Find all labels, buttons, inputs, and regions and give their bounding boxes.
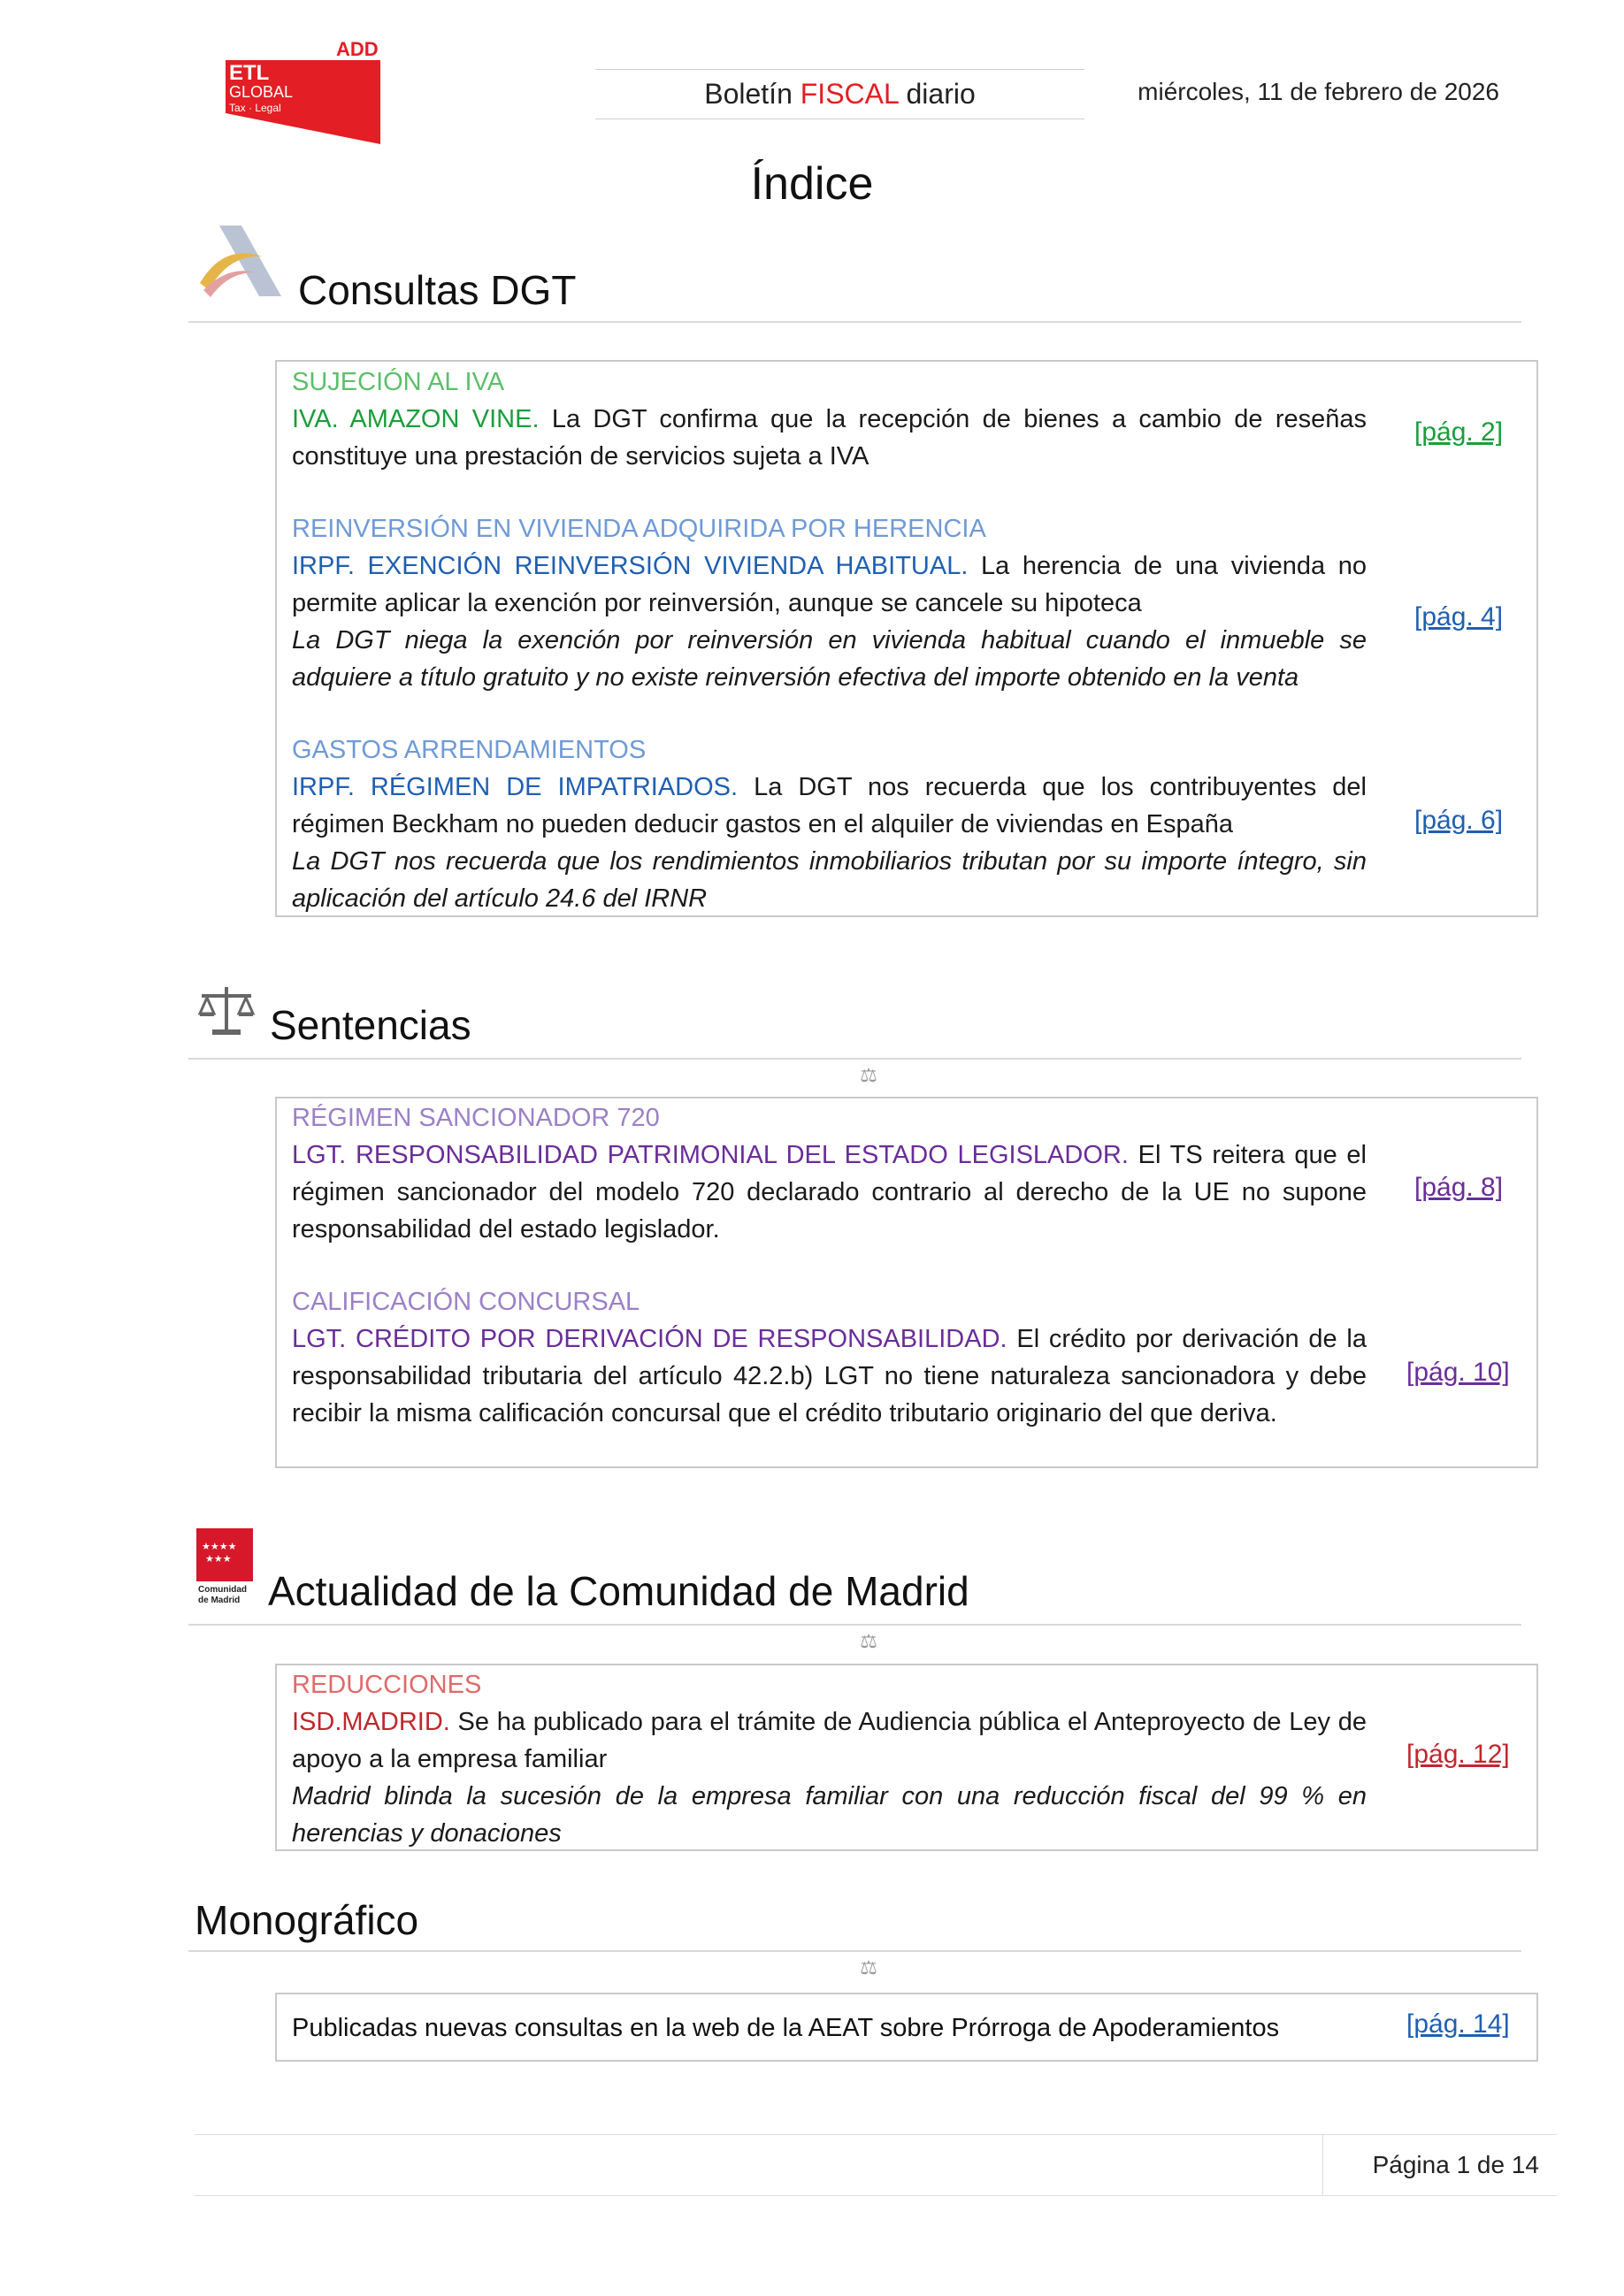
entry-italic-summary: Madrid blinda la sucesión de la empresa familiar con una reducción fiscal del 99 % en herencias y donaciones: [292, 1782, 1367, 1848]
entry-italic-summary: La DGT nos recuerda que los rendimientos inmobiliarios tributan por su importe íntegro, sin aplicación del artículo 24.6 del IRNR: [292, 847, 1367, 913]
bulletin-title: [595, 69, 1084, 119]
page-link-10[interactable]: [pág. 10]: [1406, 1358, 1510, 1387]
svg-text:★★★★: ★★★★: [202, 1541, 237, 1552]
section-rule: [188, 1950, 1521, 1952]
section-title-dgt: Consultas DGT: [298, 267, 577, 313]
page-link-8[interactable]: [pág. 8]: [1414, 1173, 1504, 1202]
page-number: Página 1 de 14: [1372, 2151, 1539, 2178]
page-link-6[interactable]: [pág. 6]: [1414, 806, 1504, 835]
entry-headline: IRPF. RÉGIMEN DE IMPATRIADOS.: [292, 773, 739, 801]
entry-headline: IVA. AMAZON VINE.: [292, 405, 540, 433]
bulletin-fiscal: FISCAL: [800, 78, 899, 110]
entry-text: El TS reitera que el régimen sancionador del modelo 720 declarado contrario al derecho de la UE no supone responsabilidad del estado legislador.: [292, 1141, 1367, 1244]
small-scales-icon: ⚖: [860, 1630, 877, 1652]
section-rule: [188, 321, 1521, 323]
monografico-entry-1: [292, 2009, 1367, 2047]
page-link-14[interactable]: [pág. 14]: [1406, 2009, 1510, 2039]
bulletin-suffix: diario: [898, 78, 976, 110]
bulletin-date: miércoles, 11 de febrero de 2026: [1138, 78, 1499, 105]
etl-global-logo: [217, 34, 385, 144]
page-link-12[interactable]: [pág. 12]: [1406, 1740, 1510, 1769]
svg-text:★★★: ★★★: [205, 1553, 232, 1565]
entry-headline: LGT. CRÉDITO POR DERIVACIÓN DE RESPONSABILIDAD.: [292, 1325, 1007, 1353]
logo-etl-text: ETL: [229, 61, 270, 85]
svg-text:de Madrid: de Madrid: [198, 1596, 241, 1605]
entry-text: Publicadas nuevas consultas en la web de la AEAT sobre Prórroga de Apoderamientos: [292, 2014, 1280, 2042]
entry-headline: ISD.MADRID.: [292, 1708, 450, 1736]
footer-divider: [1322, 2135, 1323, 2195]
sentencias-entry-1: [292, 1099, 1367, 1248]
entry-category: CALIFICACIÓN CONCURSAL: [292, 1288, 640, 1316]
madrid-entry-1: [292, 1666, 1367, 1852]
bulletin-prefix: Boletín: [704, 78, 801, 110]
dgt-entry-1: [292, 364, 1367, 475]
page-link-2[interactable]: [pág. 2]: [1414, 417, 1504, 447]
dgt-entry-2: [292, 510, 1367, 696]
sentencias-entry-2: [292, 1283, 1367, 1432]
dgt-entry-3: [292, 731, 1367, 917]
aeat-logo-icon: [193, 221, 286, 301]
section-title-sentencias: Sentencias: [270, 1002, 471, 1048]
entry-italic-summary: La DGT niega la exención por reinversión en vivienda habitual cuando el inmueble se adquiere a título gratuito y no existe reinversión efectiva del importe obtenido en la venta: [292, 626, 1367, 692]
entry-text: La DGT nos recuerda que los contribuyentes del régimen Beckham no pueden deducir gastos en el alquiler de viviendas en España: [292, 773, 1367, 838]
entry-category: SUJECIÓN AL IVA: [292, 368, 505, 396]
section-title-monografico: Monográfico: [195, 1897, 419, 1943]
entry-headline: IRPF. EXENCIÓN REINVERSIÓN VIVIENDA HABITUAL.: [292, 552, 969, 580]
entry-text: La DGT confirma que la recepción de bienes a cambio de reseñas constituye una prestación de servicios sujeta a IVA: [292, 405, 1367, 471]
section-title-madrid: Actualidad de la Comunidad de Madrid: [268, 1568, 969, 1614]
index-title: Índice: [750, 158, 874, 210]
entry-text: La herencia de una vivienda no permite aplicar la exención por reinversión, aunque se cancele su hipoteca: [292, 552, 1367, 617]
logo-global-text: GLOBAL: [229, 83, 294, 101]
page-footer: [195, 2134, 1557, 2196]
entry-headline: LGT. RESPONSABILIDAD PATRIMONIAL DEL ESTADO LEGISLADOR.: [292, 1141, 1129, 1169]
entry-category: GASTOS ARRENDAMIENTOS: [292, 736, 647, 764]
entry-category: REDUCCIONES: [292, 1671, 482, 1699]
comunidad-madrid-logo: [196, 1528, 253, 1606]
svg-text:Comunidad: Comunidad: [198, 1585, 247, 1595]
scales-icon: [196, 983, 257, 1038]
entry-category: REINVERSIÓN EN VIVIENDA ADQUIRIDA POR HERENCIA: [292, 515, 986, 543]
small-scales-icon: ⚖: [860, 1064, 877, 1086]
entry-text: El crédito por derivación de la responsabilidad tributaria del artículo 42.2.b) LGT no tiene naturaleza sancionadora y debe recibir la misma calificación concursal que el crédito tributario originario del que deriva.: [292, 1325, 1367, 1427]
section-rule: [188, 1058, 1521, 1060]
section-rule: [188, 1624, 1521, 1626]
logo-add-text: ADD: [336, 38, 379, 60]
entry-category: RÉGIMEN SANCIONADOR 720: [292, 1104, 660, 1132]
entry-text: Se ha publicado para el trámite de Audiencia pública el Anteproyecto de Ley de apoyo a la empresa familiar: [292, 1708, 1367, 1773]
small-scales-icon: ⚖: [860, 1956, 877, 1978]
logo-taxlegal-text: Tax · Legal: [229, 102, 281, 114]
page-link-4[interactable]: [pág. 4]: [1414, 602, 1504, 631]
